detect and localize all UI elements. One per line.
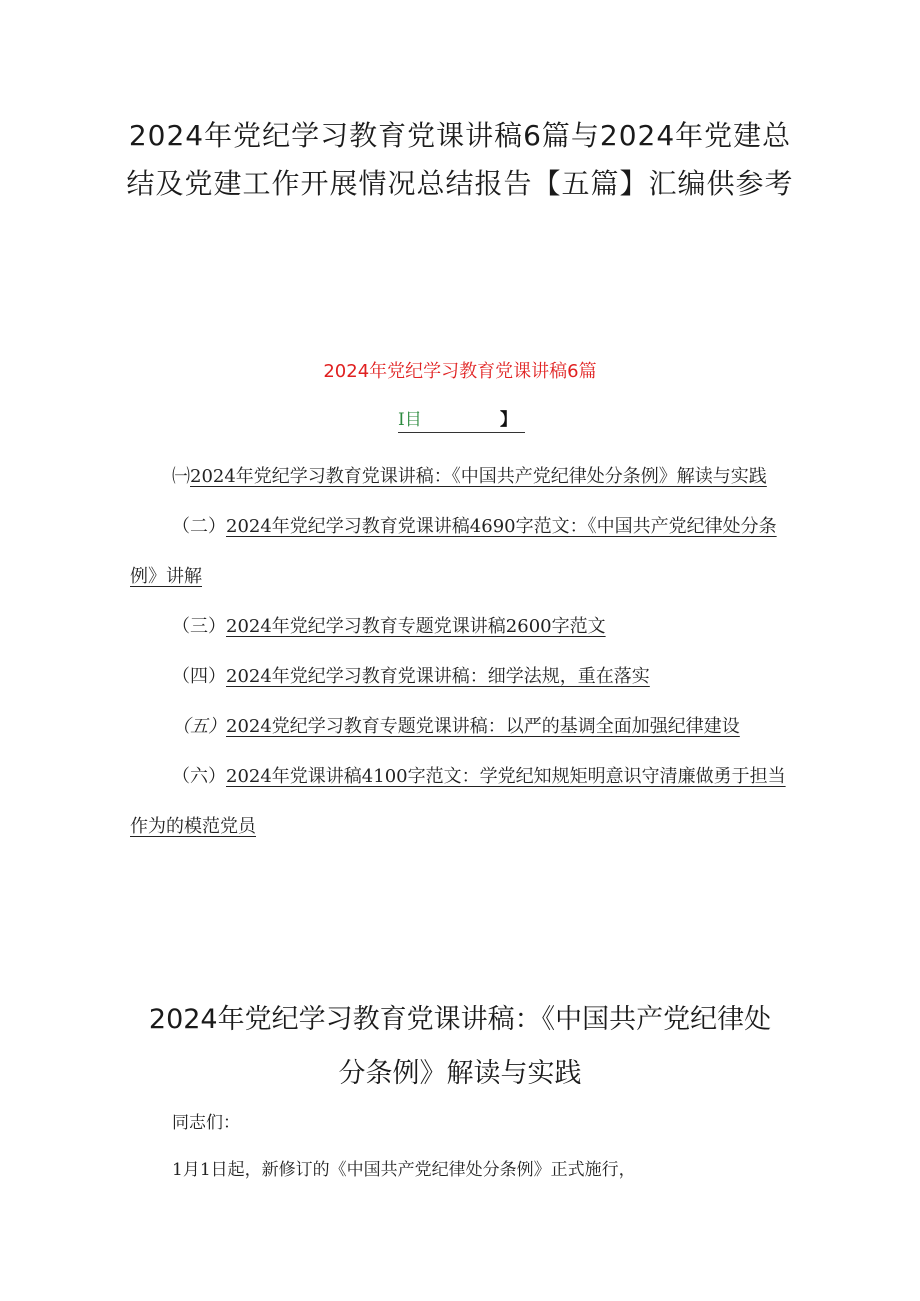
body-paragraph: 1月1日起，新修订的《中国共产党纪律处分条例》正式施行，	[172, 1160, 636, 1180]
toc-item-number: ㈠	[172, 466, 190, 487]
toc-item-link[interactable]: 2024党纪学习教育专题党课讲稿：以严的基调全面加强纪律建设	[226, 716, 740, 737]
toc-item-link[interactable]: 2024年党纪学习教育专题党课讲稿2600字范文	[226, 616, 606, 637]
document-title-line-1: 2024年党纪学习教育党课讲稿6篇与2024年党建总	[128, 119, 792, 152]
toc-item-link[interactable]: 2024年党纪学习教育党课讲稿：细学法规，重在落实	[226, 666, 650, 687]
toc-item-1[interactable]	[130, 452, 790, 502]
toc-item-number: （三）	[172, 616, 226, 637]
toc-item-4[interactable]	[130, 652, 790, 702]
document-title	[0, 112, 920, 208]
toc-item-link[interactable]: 2024年党课讲稿4100字范文：学党纪知规矩明意识守清廉做勇于担当作为的模范党员	[130, 766, 786, 837]
document-title-line-2: 结及党建工作开展情况总结报告【五篇】汇编供参考	[126, 167, 794, 200]
salutation: 同志们：	[172, 1113, 240, 1133]
section-subtitle: 2024年党纪学习教育党课讲稿6篇	[323, 361, 597, 382]
section-heading-line-2: 分条例》解读与实践	[338, 1058, 582, 1089]
toc-label-open: I目	[398, 410, 422, 430]
toc-item-link[interactable]: 2024年党纪学习教育党课讲稿4690字范文：《中国共产党纪律处分条例》讲解	[130, 516, 777, 587]
toc-item-6[interactable]	[130, 752, 790, 852]
section-heading	[0, 993, 920, 1101]
table-of-contents	[130, 452, 790, 852]
toc-item-2[interactable]	[130, 502, 790, 602]
toc-label-close: 】	[500, 410, 517, 430]
toc-item-link[interactable]: 2024年党纪学习教育党课讲稿：《中国共产党纪律处分条例》解读与实践	[190, 466, 767, 487]
toc-item-number: （四）	[172, 666, 226, 687]
toc-item-number: （二）	[172, 516, 226, 537]
toc-item-3[interactable]	[130, 602, 790, 652]
toc-item-number: （六）	[172, 766, 226, 787]
toc-item-number: （五）	[172, 716, 226, 737]
toc-label	[398, 408, 525, 433]
toc-item-5[interactable]	[130, 702, 790, 752]
section-heading-line-1: 2024年党纪学习教育党课讲稿：《中国共产党纪律处	[148, 1004, 772, 1035]
